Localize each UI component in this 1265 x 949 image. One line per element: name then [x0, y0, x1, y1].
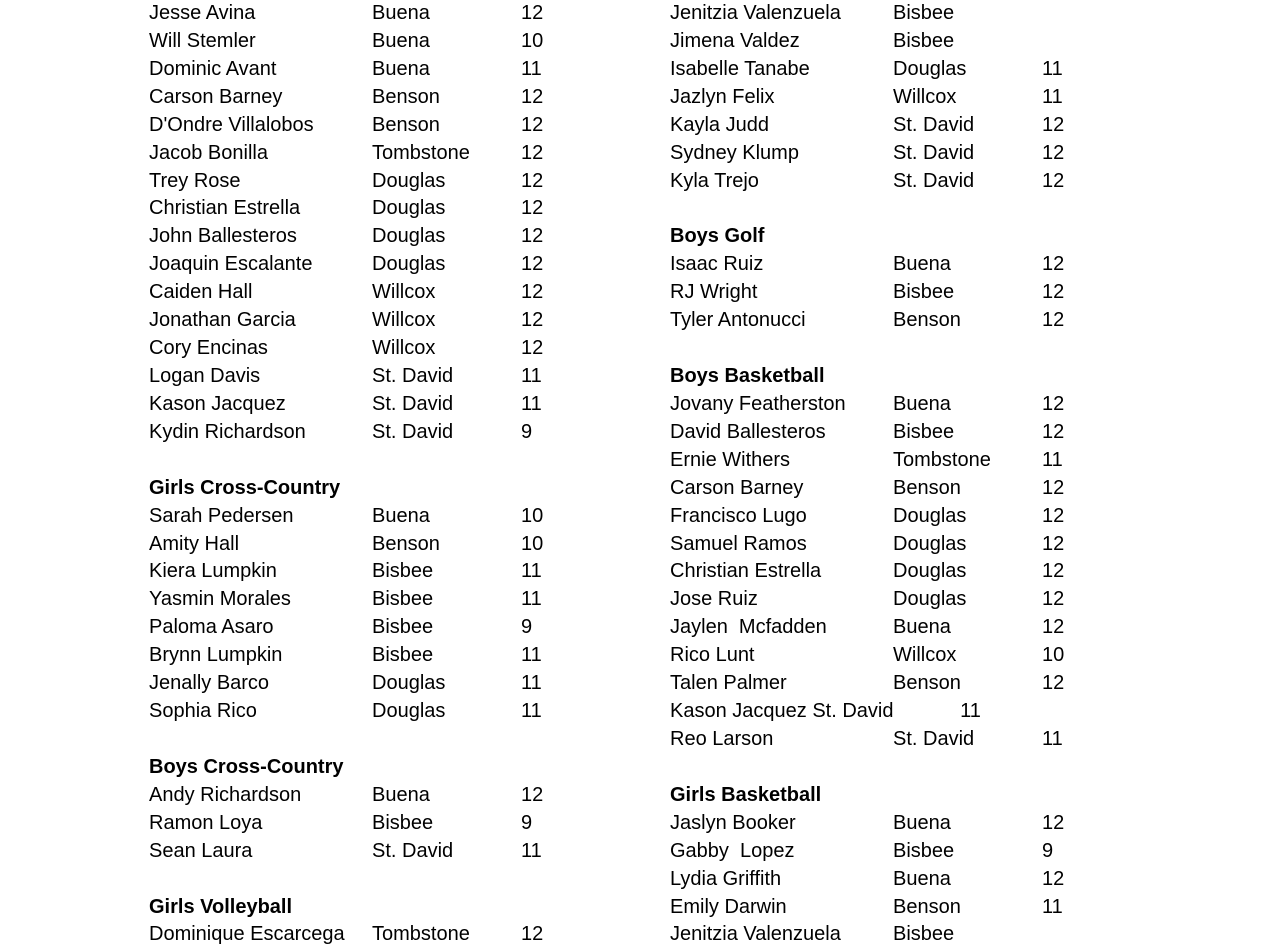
athlete-name: Dominic Avant — [149, 57, 277, 80]
grade-level: 12 — [1042, 532, 1065, 555]
school-name: Buena — [893, 392, 951, 415]
section-heading: Girls Basketball — [670, 783, 822, 806]
school-name: Bisbee — [893, 2, 955, 24]
grade-level: 12 — [1042, 392, 1065, 415]
roster-row — [670, 391, 1065, 419]
roster-row — [149, 335, 544, 363]
grade-level: 11 — [1042, 727, 1063, 750]
athlete-name: Tyler Antonucci — [670, 309, 806, 332]
grade-level: 12 — [1042, 169, 1065, 192]
athlete-name: Isaac Ruiz — [670, 253, 764, 276]
school-name: Benson — [372, 85, 440, 108]
school-name: Benson — [893, 895, 961, 918]
section-heading: Boys Basketball — [670, 364, 825, 387]
school-name: Willcox — [372, 281, 436, 304]
roster-row — [149, 363, 542, 391]
athlete-name: Christian Estrella — [670, 560, 822, 583]
roster-row — [149, 782, 544, 810]
school-name: Douglas — [372, 253, 446, 276]
blank-row — [670, 335, 981, 363]
athlete-name: Jenitzia Valenzuela — [670, 923, 841, 946]
school-name: Bisbee — [372, 616, 434, 639]
roster-row — [149, 642, 542, 670]
roster-row — [149, 195, 544, 223]
school-name: Buena — [372, 57, 430, 80]
roster-row — [670, 726, 1063, 754]
roster-row — [670, 838, 1054, 866]
roster-row — [149, 558, 542, 586]
roster-row — [670, 140, 1065, 168]
school-name: Buena — [893, 616, 951, 639]
left-roster-column — [149, 0, 544, 949]
grade-level: 12 — [1042, 476, 1065, 499]
athlete-name: Kiera Lumpkin — [149, 560, 277, 583]
roster-row — [149, 838, 542, 866]
school-name: St. David — [893, 141, 975, 164]
school-name: St. David — [372, 392, 454, 415]
school-name: Douglas — [893, 504, 967, 527]
school-name: Bisbee — [372, 588, 434, 611]
grade-level: 11 — [521, 57, 542, 80]
athlete-name: Jesse Avina — [149, 2, 256, 24]
roster-row — [670, 251, 1065, 279]
roster-row — [670, 810, 1065, 838]
athlete-name: Cory Encinas — [149, 337, 268, 360]
roster-row — [149, 223, 544, 251]
school-name: Douglas — [893, 57, 967, 80]
roster-row — [149, 56, 542, 84]
roster-row — [670, 84, 1063, 112]
athlete-name: Jimena Valdez — [670, 29, 800, 52]
roster-row — [670, 447, 1063, 475]
grade-level: 11 — [521, 364, 542, 387]
roster-row — [149, 810, 533, 838]
athlete-name: Emily Darwin — [670, 895, 787, 918]
school-name: Buena — [893, 811, 951, 834]
school-name: Douglas — [372, 197, 446, 220]
athlete-name: Kydin Richardson — [149, 420, 306, 443]
section-heading: Boys Golf — [670, 225, 765, 248]
roster-row — [670, 670, 1065, 698]
roster-row — [149, 503, 544, 531]
athlete-name: Sarah Pedersen — [149, 504, 294, 527]
grade-level: 10 — [521, 504, 544, 527]
athlete-name: Jenally Barco — [149, 672, 270, 695]
school-name: Bisbee — [893, 420, 955, 443]
grade-level: 12 — [521, 783, 544, 806]
grade-level: 11 — [521, 839, 542, 862]
roster-row — [149, 614, 533, 642]
section-heading: Boys Cross-Country — [149, 755, 344, 778]
roster-row — [149, 586, 542, 614]
roster-row — [149, 307, 544, 335]
athlete-name: Lydia Griffith — [670, 867, 782, 890]
school-name: Douglas — [893, 560, 967, 583]
athlete-name: Trey Rose — [149, 169, 241, 192]
roster-row — [149, 84, 544, 112]
roster-row — [670, 921, 981, 949]
school-name: Buena — [372, 783, 430, 806]
school-name: Bisbee — [893, 281, 955, 304]
school-name: Buena — [893, 867, 951, 890]
grade-level: 12 — [1042, 504, 1065, 527]
roster-row — [149, 531, 544, 559]
roster-row — [670, 112, 1065, 140]
roster-row — [670, 419, 1065, 447]
grade-level: 12 — [1042, 560, 1065, 583]
school-name: Willcox — [893, 85, 957, 108]
athlete-name: Samuel Ramos — [670, 532, 807, 555]
athlete-name: Jacob Bonilla — [149, 141, 268, 164]
roster-row — [670, 894, 1063, 922]
athlete-name: Jaylen Mcfadden — [670, 616, 827, 639]
grade-level: 12 — [1042, 420, 1065, 443]
blank-row — [670, 754, 981, 782]
roster-row — [670, 558, 1065, 586]
roster-row — [670, 642, 1065, 670]
grade-level: 12 — [521, 309, 544, 332]
grade-level: 11 — [521, 700, 542, 723]
school-name: Bisbee — [893, 29, 955, 52]
athlete-name: Will Stemler — [149, 29, 256, 52]
roster-row — [149, 670, 542, 698]
roster-row — [670, 28, 981, 56]
grade-level: 12 — [521, 337, 544, 360]
athlete-name: David Ballesteros — [670, 420, 826, 443]
school-name: Benson — [893, 672, 961, 695]
section-heading: Girls Volleyball — [149, 895, 293, 918]
school-name: St. David — [893, 727, 975, 750]
school-name: Douglas — [372, 700, 446, 723]
athlete-name: Amity Hall — [149, 532, 240, 555]
section-heading: Girls Cross-Country — [149, 476, 341, 499]
grade-level: 12 — [1042, 811, 1065, 834]
school-name: Willcox — [372, 337, 436, 360]
school-name: St. David — [893, 113, 975, 136]
grade-level: 12 — [1042, 309, 1065, 332]
athlete-name: D'Ondre Villalobos — [149, 113, 314, 136]
grade-level: 11 — [1042, 85, 1063, 108]
grade-level: 11 — [1042, 895, 1063, 918]
grade-level: 12 — [521, 225, 544, 248]
athlete-name: Carson Barney — [149, 85, 283, 108]
school-name: Douglas — [893, 588, 967, 611]
roster-row — [670, 168, 1065, 196]
grade-level: 11 — [521, 644, 542, 667]
athlete-name: Gabby Lopez — [670, 839, 795, 862]
athlete-name: Dominique Escarcega — [149, 923, 345, 946]
athlete-name: Sean Laura — [149, 839, 253, 862]
right-roster-column — [670, 0, 1065, 949]
roster-row — [670, 503, 1065, 531]
athlete-name: Logan Davis — [149, 364, 261, 387]
athlete-name: Reo Larson — [670, 727, 774, 750]
school-name: Willcox — [893, 644, 957, 667]
grade-level: 12 — [521, 169, 544, 192]
roster-row — [670, 307, 1065, 335]
roster-row — [149, 419, 533, 447]
grade-level: 11 — [1042, 448, 1063, 471]
roster-row — [670, 531, 1065, 559]
school-name: Buena — [372, 29, 430, 52]
athlete-name: John Ballesteros — [149, 225, 297, 248]
school-name: Bisbee — [372, 811, 434, 834]
school-name: Douglas — [372, 225, 446, 248]
school-name: Benson — [893, 309, 961, 332]
athlete-name: Isabelle Tanabe — [670, 57, 810, 80]
athlete-name: Sophia Rico — [149, 700, 257, 723]
athlete-name: Francisco Lugo — [670, 504, 807, 527]
grade-level: 9 — [521, 420, 533, 443]
athlete-name: Ernie Withers — [670, 448, 791, 471]
roster-row — [670, 866, 1065, 894]
school-name: Buena — [893, 253, 951, 276]
athlete-name: Carson Barney — [670, 476, 804, 499]
grade-level: 10 — [521, 532, 544, 555]
athlete-name: Jaslyn Booker — [670, 811, 796, 834]
grade-level: 12 — [521, 253, 544, 276]
athlete-name: Jenitzia Valenzuela — [670, 2, 841, 24]
roster-row — [149, 279, 544, 307]
roster-line: Kason Jacquez St. David 11 — [670, 700, 981, 723]
school-name: Tombstone — [372, 923, 470, 946]
athlete-name: Kason Jacquez — [149, 392, 286, 415]
grade-level: 12 — [521, 923, 544, 946]
school-name: St. David — [372, 839, 454, 862]
grade-level: 12 — [1042, 867, 1065, 890]
school-name: Douglas — [372, 169, 446, 192]
school-name: Benson — [372, 113, 440, 136]
roster-row — [149, 112, 544, 140]
athlete-name: Kyla Trejo — [670, 169, 759, 192]
blank-row — [149, 726, 343, 754]
roster-row — [670, 475, 1065, 503]
school-name: Tombstone — [372, 141, 470, 164]
athlete-name: Christian Estrella — [149, 197, 301, 220]
athlete-name: Rico Lunt — [670, 644, 755, 667]
grade-level: 12 — [1042, 672, 1065, 695]
school-name: St. David — [893, 169, 975, 192]
athlete-name: Sydney Klump — [670, 141, 799, 164]
athlete-name: Paloma Asaro — [149, 616, 274, 639]
athlete-name: Brynn Lumpkin — [149, 644, 283, 667]
school-name: Douglas — [372, 672, 446, 695]
grade-level: 11 — [521, 672, 542, 695]
grade-level: 12 — [1042, 616, 1065, 639]
athlete-name: Kayla Judd — [670, 113, 769, 136]
grade-level: 12 — [521, 85, 544, 108]
school-name: Willcox — [372, 309, 436, 332]
roster-row — [149, 0, 544, 28]
grade-level: 12 — [521, 197, 544, 220]
roster-row — [670, 279, 1065, 307]
grade-level: 12 — [521, 281, 544, 304]
roster-row — [670, 586, 1065, 614]
school-name: Bisbee — [372, 644, 434, 667]
blank-row — [149, 447, 343, 475]
school-name: Buena — [372, 504, 430, 527]
grade-level: 12 — [521, 2, 544, 24]
roster-row — [670, 614, 1065, 642]
school-name: St. David — [372, 420, 454, 443]
athlete-name: RJ Wright — [670, 281, 758, 304]
school-name: Tombstone — [893, 448, 991, 471]
school-name: Benson — [372, 532, 440, 555]
roster-row — [149, 698, 542, 726]
school-name: Buena — [372, 2, 430, 24]
school-name: Bisbee — [893, 923, 955, 946]
athlete-name: Jazlyn Felix — [670, 85, 775, 108]
athlete-name: Ramon Loya — [149, 811, 263, 834]
roster-row — [149, 251, 544, 279]
roster-row — [149, 28, 544, 56]
grade-level: 10 — [1042, 644, 1065, 667]
athlete-name: Yasmin Morales — [149, 588, 291, 611]
grade-level: 12 — [1042, 141, 1065, 164]
school-name: Douglas — [893, 532, 967, 555]
roster-row — [670, 0, 981, 28]
athlete-name: Jovany Featherston — [670, 392, 846, 415]
grade-level: 12 — [521, 141, 544, 164]
grade-level: 11 — [1042, 57, 1063, 80]
athlete-name: Andy Richardson — [149, 783, 302, 806]
grade-level: 12 — [1042, 253, 1065, 276]
roster-row — [670, 56, 1063, 84]
roster-row — [149, 391, 542, 419]
grade-level: 12 — [521, 113, 544, 136]
athlete-name: Joaquin Escalante — [149, 253, 313, 276]
athlete-name: Jonathan Garcia — [149, 309, 296, 332]
grade-level: 9 — [521, 811, 533, 834]
grade-level: 9 — [521, 616, 533, 639]
grade-level: 11 — [521, 392, 542, 415]
school-name: Benson — [893, 476, 961, 499]
athlete-name: Caiden Hall — [149, 281, 253, 304]
grade-level: 11 — [521, 560, 542, 583]
athlete-name: Jose Ruiz — [670, 588, 758, 611]
school-name: Bisbee — [893, 839, 955, 862]
grade-level: 9 — [1042, 839, 1054, 862]
grade-level: 10 — [521, 29, 544, 52]
blank-row — [149, 866, 343, 894]
roster-row — [149, 921, 544, 949]
grade-level: 12 — [1042, 113, 1065, 136]
athlete-name: Talen Palmer — [670, 672, 787, 695]
school-name: St. David — [372, 364, 454, 387]
roster-row — [149, 168, 544, 196]
roster-row — [149, 140, 544, 168]
grade-level: 11 — [521, 588, 542, 611]
grade-level: 12 — [1042, 281, 1065, 304]
blank-row — [670, 195, 981, 223]
grade-level: 12 — [1042, 588, 1065, 611]
school-name: Bisbee — [372, 560, 434, 583]
